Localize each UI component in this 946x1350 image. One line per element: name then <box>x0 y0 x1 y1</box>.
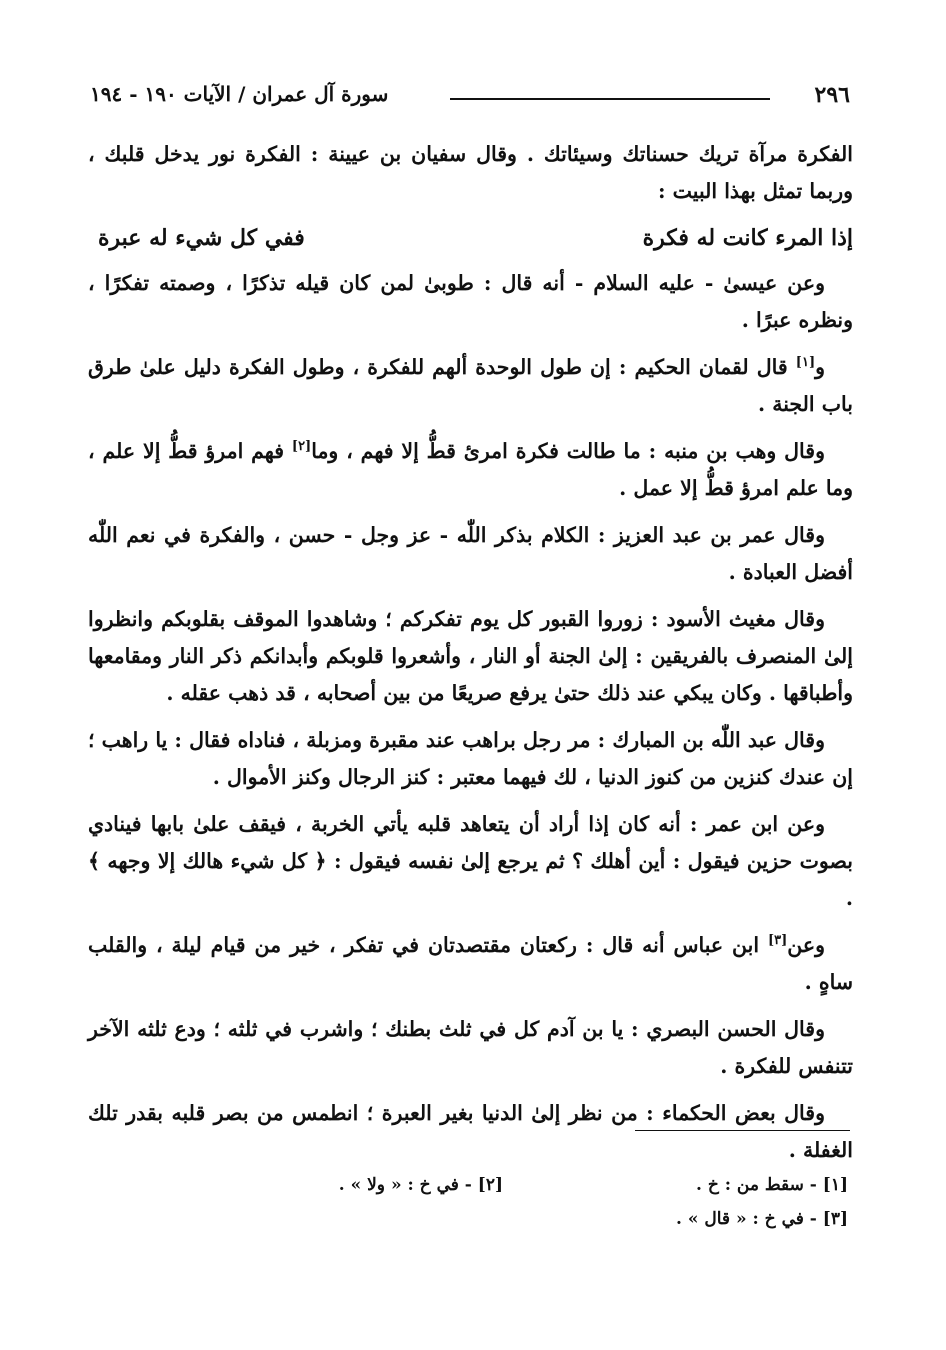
footnote-rule <box>635 1130 850 1131</box>
footnote-row-2 <box>88 1202 848 1236</box>
paragraph-2: وعن عيسىٰ - عليه السلام - أنه قال : طوبىٰ لمن كان قيله تذكرًا ، وصمته تفكرًا ، ونظره عبرًا . <box>88 271 853 332</box>
header-rule <box>450 98 770 100</box>
paragraph-9 <box>88 927 853 1001</box>
paragraph-4-part-a: وقال وهب بن منبه : ما طالت فكرة امرئ قطُّ إلا فهم ، وما <box>311 439 825 463</box>
footnotes <box>88 1168 848 1236</box>
page-number: ٢٩٦ <box>814 82 850 108</box>
page-header <box>90 82 850 122</box>
footnote-marker-1: [١] <box>795 355 816 371</box>
quran-quote: ﴿ كل شيء هالك إلا وجهه ﴾ <box>88 849 327 873</box>
paragraph-7: وقال عبد اللّٰه بن المبارك : مر رجل براهب عند مقبرة ومزبلة ، فناداه فقال : يا راهب ؛ إن عندك كنزين من كنوز الدنيا ، لك فيهما معتبر : كنز الرجال وكنز الأموال . <box>88 728 853 789</box>
paragraph-8-end: . <box>845 886 853 910</box>
paragraph-5: وقال عمر بن عبد العزيز : الكلام بذكر اللّٰه - عز وجل - حسن ، والفكرة في نعم اللّٰه أفضل العبادة . <box>88 523 853 584</box>
paragraph-1: الفكرة مرآة تريك حسناتك وسيئاتك . وقال سفيان بن عيينة : الفكرة نور يدخل قلبك ، وربما تمثل بهذا البيت : <box>88 142 853 203</box>
verse-second-hemistich: ففي كل شيء له عبرة <box>98 225 305 251</box>
paragraph-4 <box>88 433 853 507</box>
footnote-marker-2: [٢] <box>291 439 312 455</box>
paragraph-3-rest: قال لقمان الحكيم : إن طول الوحدة ألهم للفكرة ، وطول الفكرة دليل علىٰ طرق باب الجنة . <box>88 355 853 416</box>
footnote-3: [٣] - في خ : « قال » . <box>675 1209 848 1229</box>
paragraph-10: وقال الحسن البصري : يا بن آدم كل في ثلث بطنك ؛ واشرب في ثلثه ؛ ودع ثلثه الآخر تتنفس للفكرة . <box>88 1017 853 1078</box>
paragraph-4-part-b: فهم امرؤ قطُّ إلا علم ، وما علم امرؤ قطُّ إلا عمل . <box>88 439 853 500</box>
verse-first-hemistich: إذا المرء كانت له فكرة <box>642 225 853 251</box>
paragraph-3 <box>88 349 853 423</box>
main-text <box>88 136 853 1179</box>
paragraph-3-lead: و <box>815 355 825 379</box>
paragraph-6: وقال مغيث الأسود : زوروا القبور كل يوم تفكركم ؛ وشاهدوا الموقف بقلوبكم وانظروا إلىٰ المنصرف بالفريقين : إلىٰ الجنة أو النار ، وأشعروا قلوبكم وأبدانكم ذكر النار ومقامعها وأطباقها . وكان يبكي عند ذلك حتىٰ يرفع صريعًا من بين أصحابه ، قد ذهب عقله . <box>88 607 853 705</box>
footnote-row-1 <box>88 1168 848 1202</box>
paragraph-8-part-a: وعن ابن عمر : أنه كان إذا أراد أن يتعاهد قلبه يأتي الخربة ، فيقف علىٰ بابها فينادي بصوت حزين فيقول : أين أهلك ؟ ثم يرجع إلىٰ نفسه فيقول : <box>88 812 853 873</box>
paragraph-9-lead: وعن <box>787 933 825 957</box>
paragraph-9-rest: ابن عباس أنه قال : ركعتان مقتصدتان في تفكر ، خير من قيام ليلة ، والقلب ساهٍ . <box>88 933 853 994</box>
footnote-marker-3: [٣] <box>767 933 788 949</box>
running-title: سورة آل عمران / الآيات ١٩٠ - ١٩٤ <box>90 82 389 106</box>
footnote-2: [٢] - في خ : « ولا » . <box>338 1175 503 1195</box>
poetry-verse <box>88 220 853 257</box>
footnote-1: [١] - سقط من : خ . <box>696 1175 848 1195</box>
paragraph-8 <box>88 806 853 917</box>
paragraph-11: وقال بعض الحكماء : من نظر إلىٰ الدنيا بغير العبرة ؛ انطمس من بصر قلبه بقدر تلك الغفلة . <box>88 1101 853 1162</box>
